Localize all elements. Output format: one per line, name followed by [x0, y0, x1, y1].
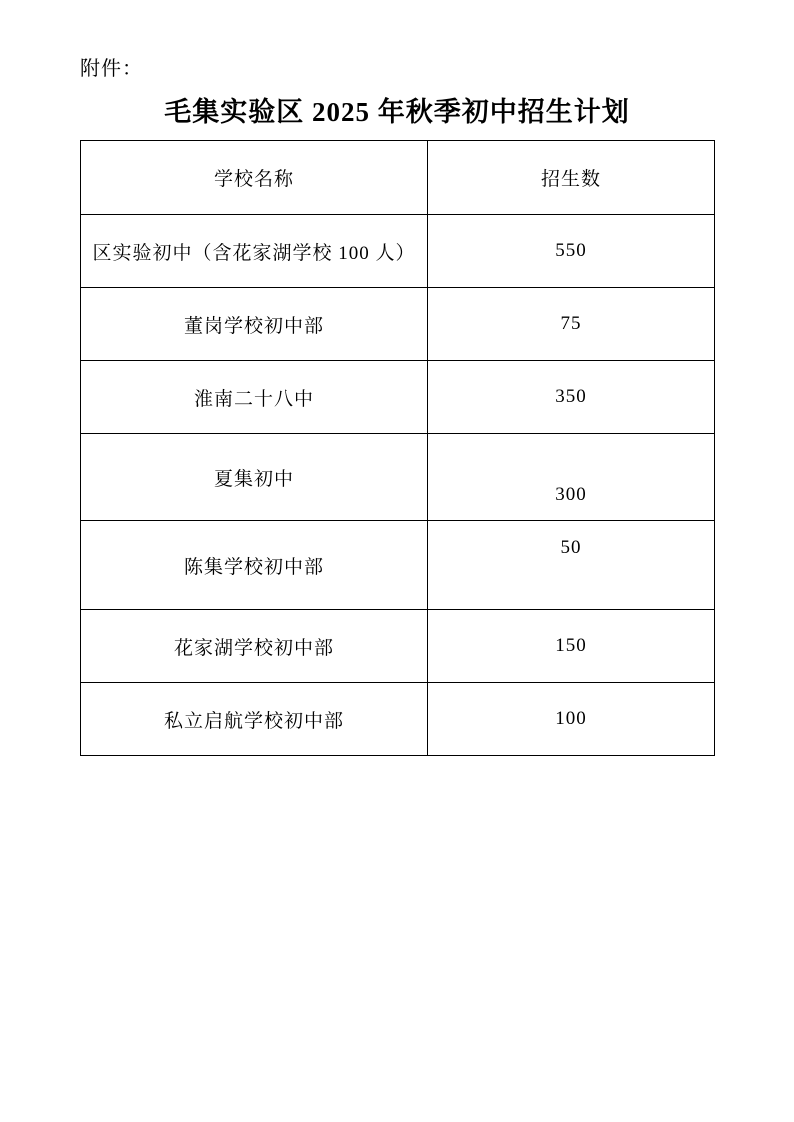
table-row [81, 215, 715, 288]
table-row [81, 288, 715, 361]
table-row [81, 683, 715, 756]
cell-enrollment-count: 100 [428, 683, 715, 756]
cell-school-name: 陈集学校初中部 [81, 521, 428, 610]
table-header-row [81, 141, 715, 215]
enrollment-plan-table [80, 140, 715, 756]
page-title: 毛集实验区 2025 年秋季初中招生计划 [164, 97, 630, 127]
cell-enrollment-count: 150 [428, 610, 715, 683]
table-row [81, 361, 715, 434]
cell-enrollment-count: 300 [428, 434, 715, 521]
cell-school-name: 淮南二十八中 [81, 361, 428, 434]
enrollment-table-container [80, 140, 714, 756]
cell-school-name: 夏集初中 [81, 434, 428, 521]
cell-school-name: 花家湖学校初中部 [81, 610, 428, 683]
cell-school-name: 区实验初中（含花家湖学校 100 人） [81, 215, 428, 288]
column-header-school: 学校名称 [81, 141, 428, 215]
cell-enrollment-count: 550 [428, 215, 715, 288]
table-row [81, 434, 715, 521]
cell-enrollment-count: 50 [428, 521, 715, 610]
column-header-enrollment: 招生数 [428, 141, 715, 215]
cell-enrollment-count: 350 [428, 361, 715, 434]
cell-school-name: 私立启航学校初中部 [81, 683, 428, 756]
attachment-label: 附件： [80, 58, 143, 80]
table-row [81, 521, 715, 610]
cell-enrollment-count: 75 [428, 288, 715, 361]
cell-school-name: 董岗学校初中部 [81, 288, 428, 361]
table-row [81, 610, 715, 683]
